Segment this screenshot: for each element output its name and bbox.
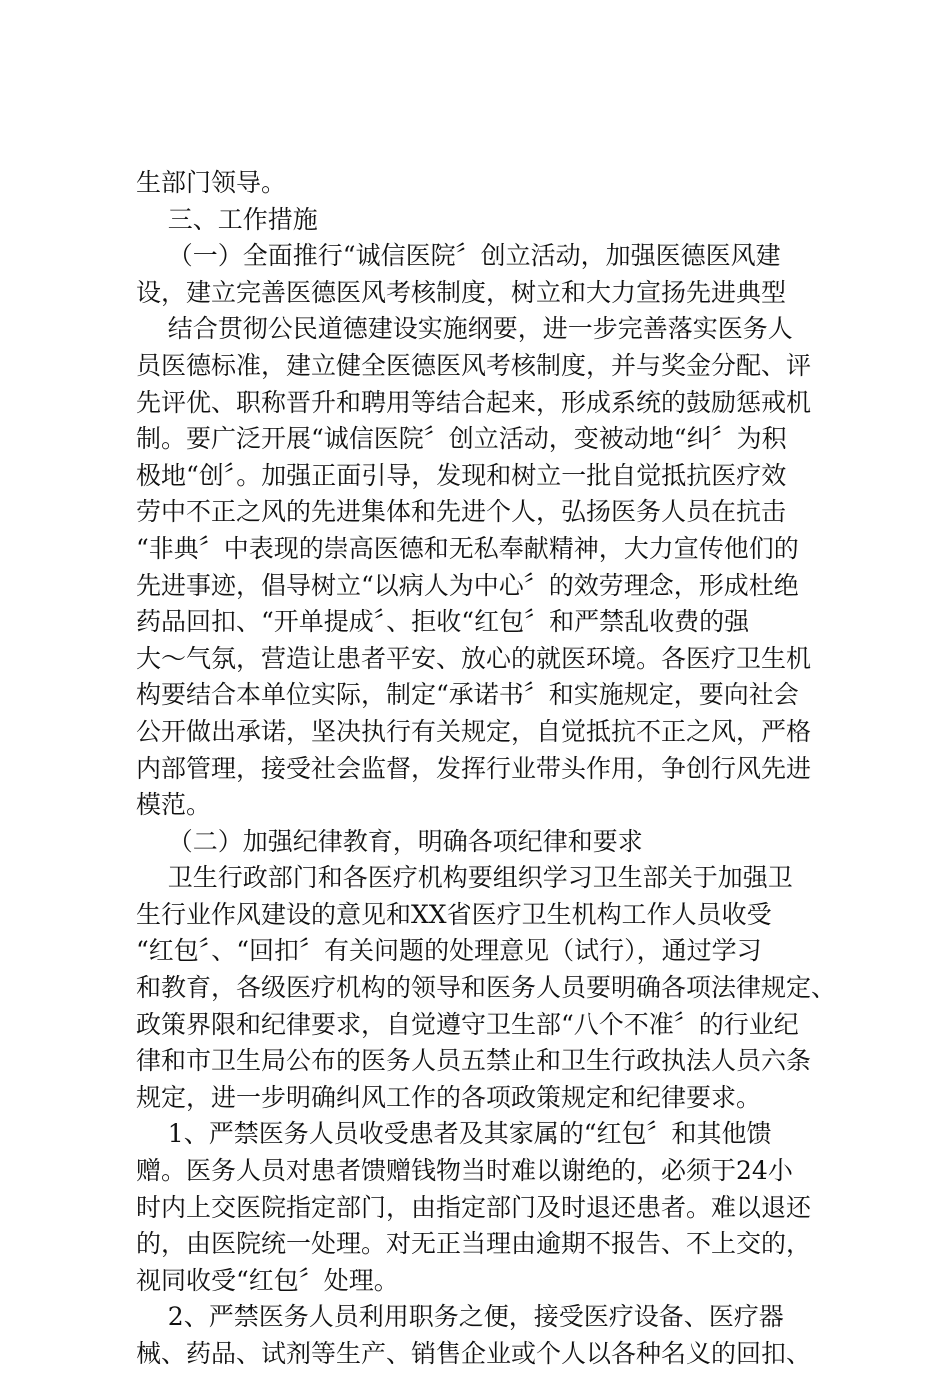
text-line: 赠。医务人员对患者馈赠钱物当时难以谢绝的，必须于24小 bbox=[136, 1156, 793, 1186]
text-line: 模范。 bbox=[136, 790, 212, 820]
text-line: 设，建立完善医德医风考核制度，树立和大力宣扬先进典型 bbox=[136, 277, 787, 307]
document-body bbox=[136, 165, 837, 1373]
text-line: 政策界限和纪律要求，自觉遵守卫生部“八个不准〞的行业纪 bbox=[136, 1009, 799, 1039]
text-line: 结合贯彻公民道德建设实施纲要，进一步完善落实医务人 bbox=[136, 314, 793, 344]
text-line: 员医德标准，建立健全医德医风考核制度，并与奖金分配、评 bbox=[136, 350, 812, 380]
text-line: 生行业作风建设的意见和XX省医疗卫生机构工作人员收受 bbox=[136, 899, 772, 929]
text-line: 规定，进一步明确纠风工作的各项政策规定和纪律要求。 bbox=[136, 1082, 762, 1112]
text-line: 1、严禁医务人员收受患者及其家属的“红包〞和其他馈 bbox=[136, 1119, 772, 1149]
text-line: 内部管理，接受社会监督，发挥行业带头作用，争创行风先进 bbox=[136, 753, 812, 783]
text-line: 械、药品、试剂等生产、销售企业或个人以各种名义的回扣、 bbox=[136, 1339, 812, 1368]
text-line: 时内上交医院指定部门，由指定部门及时退还患者。难以退还 bbox=[136, 1192, 812, 1222]
text-line: “红包〞、“回扣〞有关问题的处理意见（试行），通过学习 bbox=[136, 936, 762, 966]
text-line: 视同收受“红包〞处理。 bbox=[136, 1265, 399, 1295]
text-line: 制。要广泛开展“诚信医院〞创立活动，变被动地“纠〞为积 bbox=[136, 424, 787, 454]
text-line: （一）全面推行“诚信医院〞创立活动，加强医德医风建 bbox=[136, 241, 781, 271]
text-line: 药品回扣、“开单提成〞、拒收“红包〞和严禁乱收费的强 bbox=[136, 607, 750, 637]
text-line: （二）加强纪律教育，明确各项纪律和要求 bbox=[136, 826, 643, 856]
text-line: 律和市卫生局公布的医务人员五禁止和卫生行政执法人员六条 bbox=[136, 1046, 812, 1076]
text-line: 大～气氛，营造让患者平安、放心的就医环境。各医疗卫生机 bbox=[136, 643, 812, 673]
text-line: 2、严禁医务人员利用职务之便，接受医疗设备、医疗器 bbox=[136, 1302, 784, 1332]
text-line: 构要结合本单位实际，制定“承诺书〞和实施规定，要向社会 bbox=[136, 680, 799, 710]
text-line: “非典〞中表现的崇高医德和无私奉献精神，大力宣传他们的 bbox=[136, 533, 799, 563]
text-line: 和教育，各级医疗机构的领导和医务人员要明确各项法律规定、 bbox=[136, 973, 837, 1003]
text-line: 先进事迹，倡导树立“以病人为中心〞的效劳理念，形成杜绝 bbox=[136, 570, 799, 600]
text-line: 的，由医院统一处理。对无正当理由逾期不报告、不上交的， bbox=[136, 1229, 812, 1259]
text-line: 生部门领导。 bbox=[136, 168, 287, 197]
text-line: 三、工作措施 bbox=[136, 204, 318, 234]
text-line: 劳中不正之风的先进集体和先进个人，弘扬医务人员在抗击 bbox=[136, 497, 787, 527]
text-line: 先评优、职称晋升和聘用等结合起来，形成系统的鼓励惩戒机 bbox=[136, 387, 812, 417]
text-line: 极地“创〞。加强正面引导，发现和树立一批自觉抵抗医疗效 bbox=[136, 460, 787, 490]
text-line: 公开做出承诺，坚决执行有关规定，自觉抵抗不正之风，严格 bbox=[136, 716, 812, 746]
text-line: 卫生行政部门和各医疗机构要组织学习卫生部关于加强卫 bbox=[136, 863, 793, 893]
